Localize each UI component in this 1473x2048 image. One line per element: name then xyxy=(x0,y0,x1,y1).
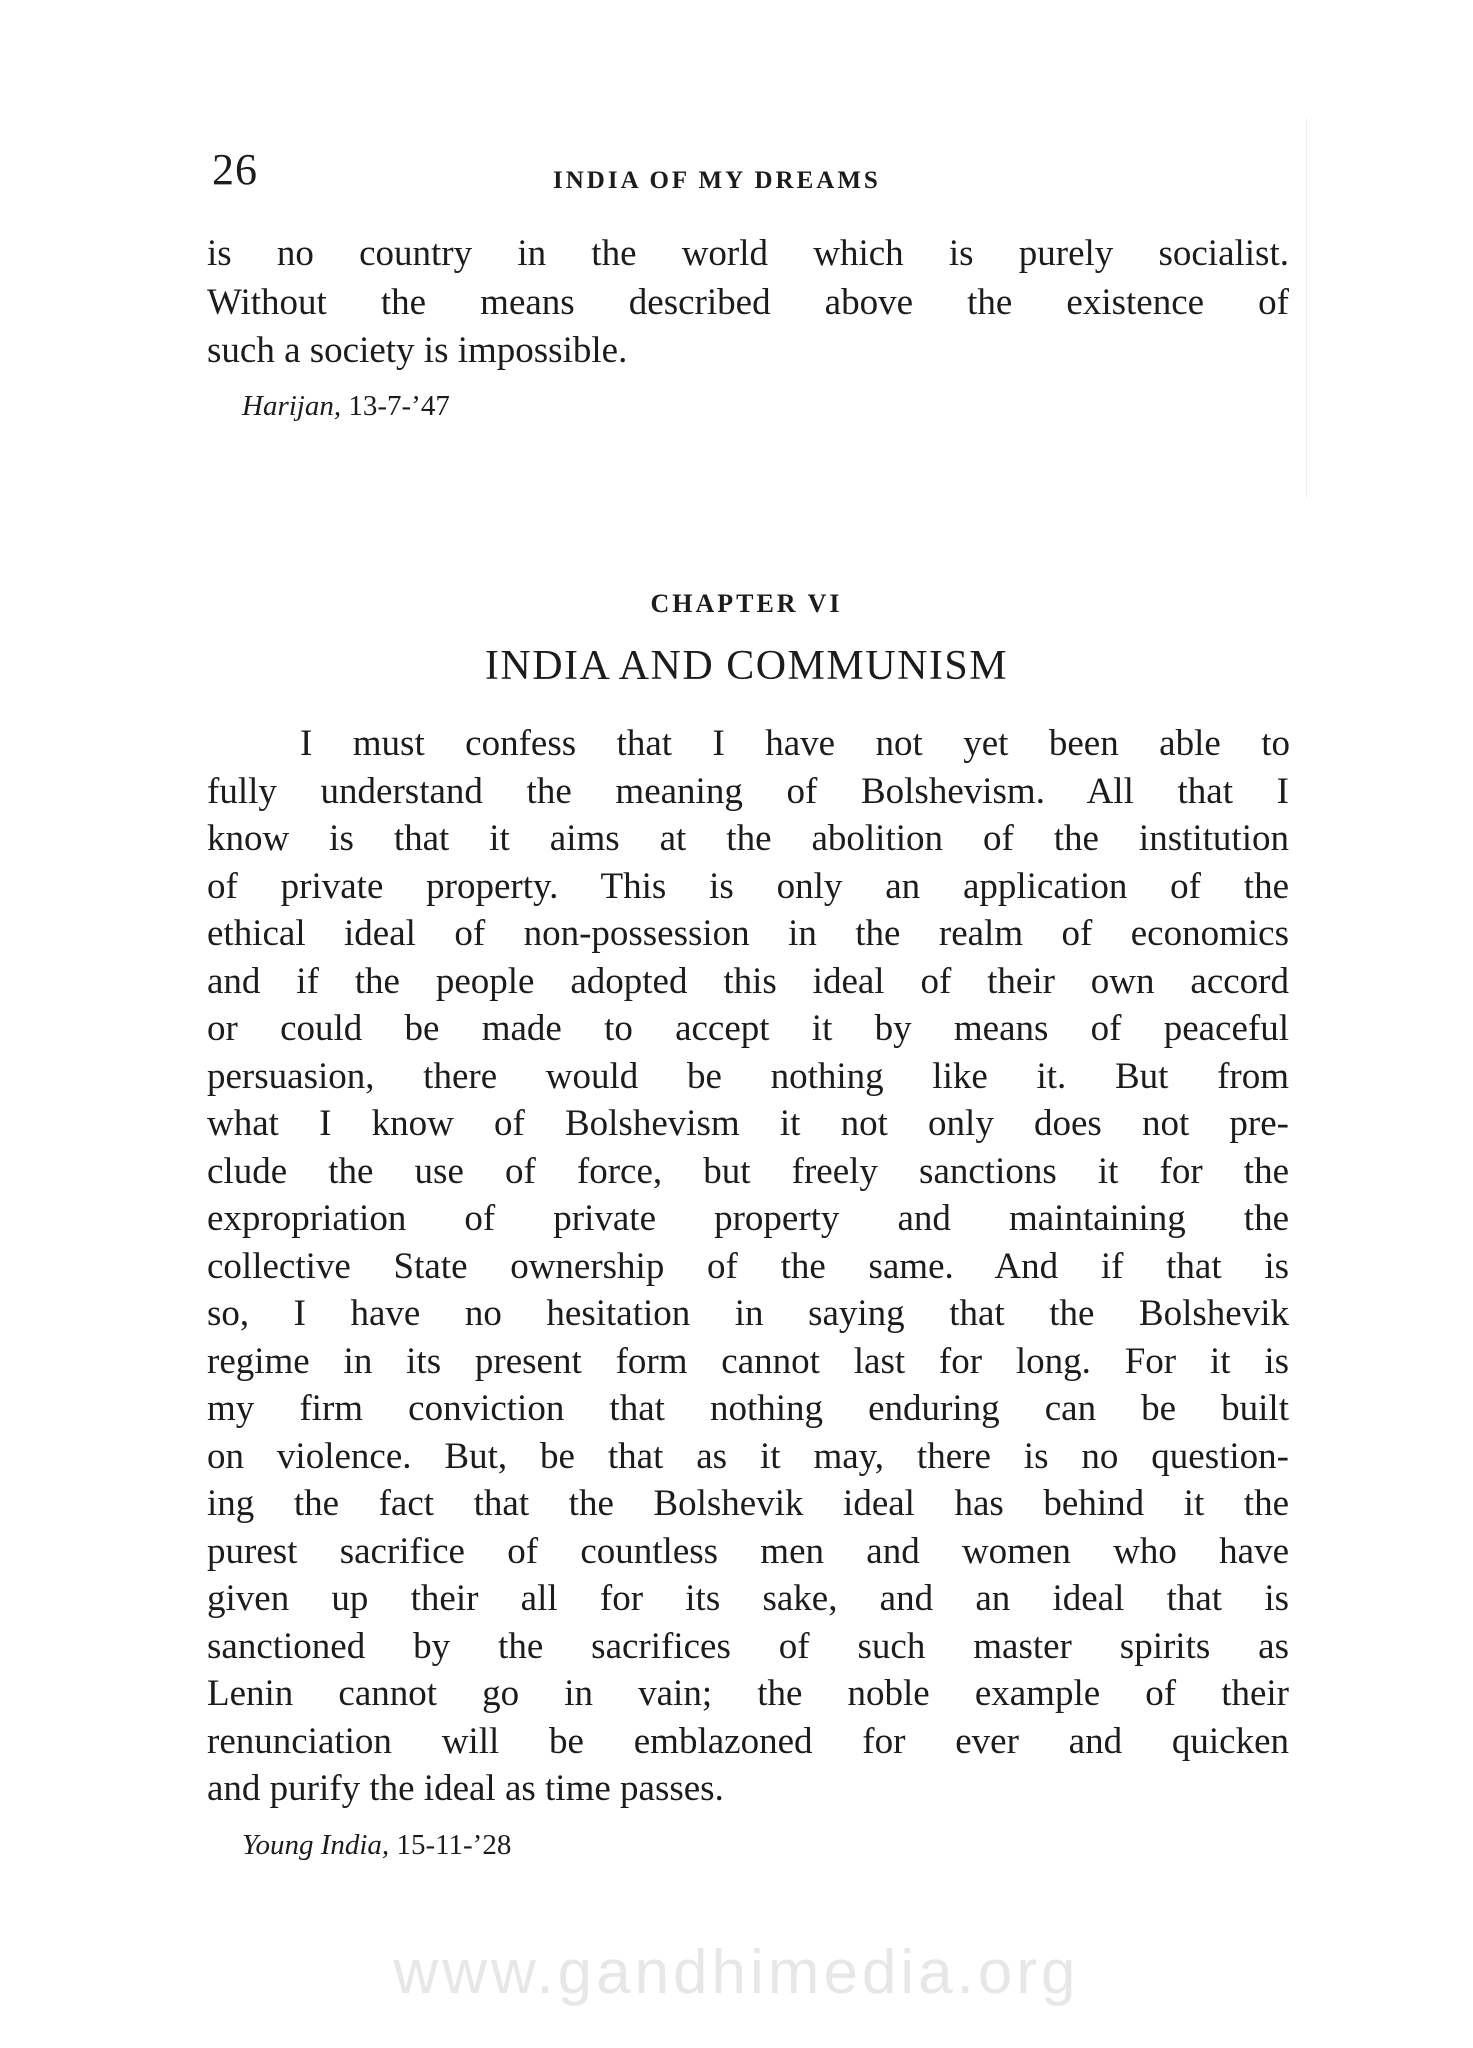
source-date: 15-11-’28 xyxy=(396,1829,512,1861)
text-line: purest sacrifice of countless men and women who have xyxy=(207,1531,1289,1572)
text-line: expropriation of private property and maintaining the xyxy=(207,1198,1289,1239)
text-line: ing the fact that the Bolshevik ideal has behind it the xyxy=(207,1483,1289,1524)
text-line: I must confess that I have not yet been able to xyxy=(300,723,1290,764)
source-publication: Young India, xyxy=(242,1829,390,1861)
source-citation xyxy=(242,1831,511,1860)
chapter-label: CHAPTER VI xyxy=(650,589,843,618)
page-number: 26 xyxy=(212,145,258,194)
source-citation xyxy=(242,392,450,421)
text-line: renunciation will be emblazoned for ever and quicken xyxy=(207,1721,1289,1762)
watermark: www.gandhimedia.org xyxy=(393,1938,1080,2007)
running-head: INDIA OF MY DREAMS xyxy=(553,167,881,194)
text-line: ethical ideal of non-possession in the realm of economics xyxy=(207,913,1289,954)
text-line: sanctioned by the sacrifices of such master spirits as xyxy=(207,1626,1289,1667)
text-line: Lenin cannot go in vain; the noble example of their xyxy=(207,1673,1289,1714)
text-line: Without the means described above the existence of xyxy=(207,282,1289,323)
text-line: is no country in the world which is purely socialist. xyxy=(207,233,1289,274)
text-line: persuasion, there would be nothing like it. But from xyxy=(207,1056,1289,1097)
source-publication: Harijan, xyxy=(242,390,342,422)
text-line: such a society is impossible. xyxy=(207,330,628,371)
text-line: or could be made to accept it by means of peaceful xyxy=(207,1008,1289,1049)
text-line: my firm conviction that nothing enduring can be built xyxy=(207,1388,1289,1429)
text-line: what I know of Bolshevism it not only does not pre- xyxy=(207,1103,1289,1144)
text-line: on violence. But, be that as it may, there is no question- xyxy=(207,1436,1289,1477)
text-line: and if the people adopted this ideal of their own accord xyxy=(207,961,1289,1002)
text-line: so, I have no hesitation in saying that the Bolshevik xyxy=(207,1293,1289,1334)
page-edge-shadow xyxy=(1306,118,1307,498)
text-line: and purify the ideal as time passes. xyxy=(207,1768,724,1809)
text-line: clude the use of force, but freely sanctions it for the xyxy=(207,1151,1289,1192)
source-date: 13-7-’47 xyxy=(348,390,450,422)
text-line: know is that it aims at the abolition of the institution xyxy=(207,818,1289,859)
text-line: of private property. This is only an application of the xyxy=(207,866,1289,907)
text-line: fully understand the meaning of Bolshevism. All that I xyxy=(207,771,1289,812)
chapter-title: INDIA AND COMMUNISM xyxy=(484,643,1009,689)
text-line: regime in its present form cannot last for long. For it is xyxy=(207,1341,1289,1382)
text-line: given up their all for its sake, and an ideal that is xyxy=(207,1578,1289,1619)
text-line: collective State ownership of the same. And if that is xyxy=(207,1246,1289,1287)
